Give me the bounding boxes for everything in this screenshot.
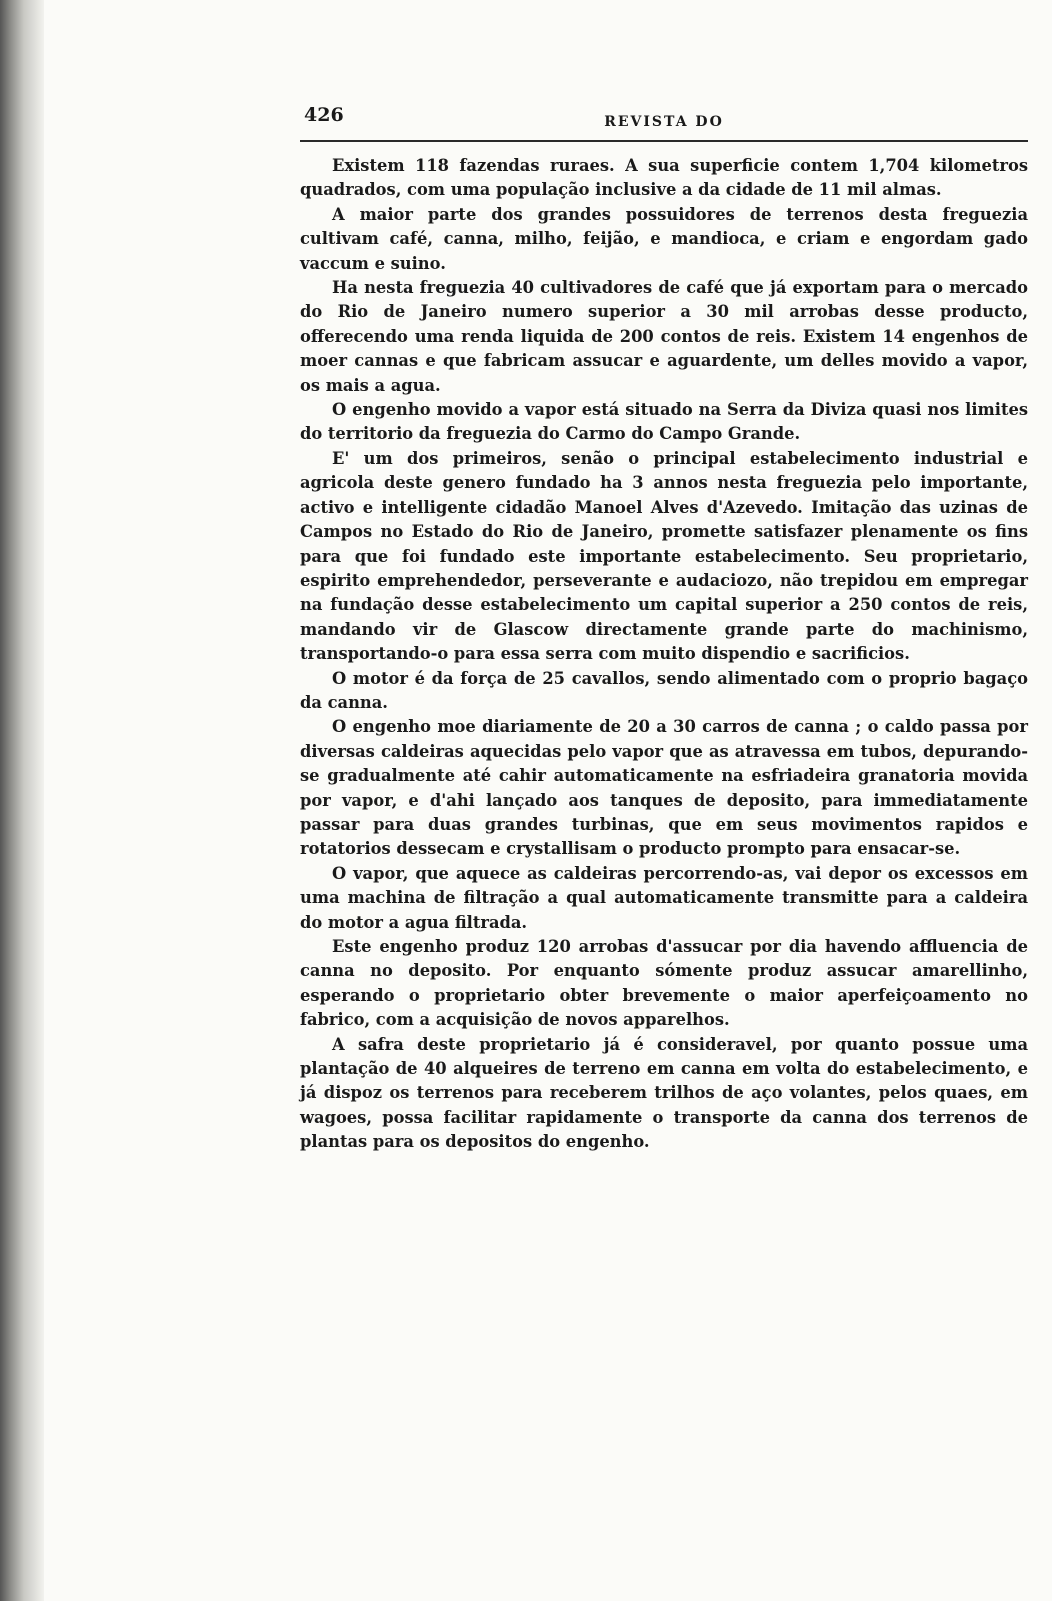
page-body <box>300 154 1028 1155</box>
page-header <box>300 100 1028 142</box>
scan-binding-shadow <box>0 0 44 1601</box>
paragraph: E' um dos primeiros, senão o principal estabelecimento industrial e agricola deste genero fundado ha 3 annos nesta freguezia pelo importante, activo e intelligente cidadão Manoel Alves d'Azevedo. Imitação das uzinas de Campos no Estado do Rio de Janeiro, promette satisfazer plenamente os fins para que foi fundado este importante estabelecimento. Seu proprietario, espirito emprehendedor, perseverante e audaciozo, não trepidou em empregar na fundação desse estabelecimento um capital superior a 250 contos de reis, mandando vir de Glascow directamente grande parte do machinismo, transportando-o para essa serra com muito dispendio e sacrificios. <box>300 448 1028 664</box>
paragraph: O vapor, que aquece as caldeiras percorrendo-as, vai depor os excessos em uma machina de filtração a qual automaticamente transmitte para a caldeira do motor a agua filtrada. <box>300 863 1028 932</box>
paragraph: O engenho movido a vapor está situado na Serra da Diviza quasi nos limites do territorio da freguezia do Carmo do Campo Grande. <box>300 400 1028 444</box>
book-page <box>300 100 1028 1155</box>
paragraph: Existem 118 fazendas ruraes. A sua superficie contem 1,704 kilometros quadrados, com uma população inclusive a da cidade de 11 mil almas. <box>300 156 1028 200</box>
paragraph: O engenho moe diariamente de 20 a 30 carros de canna ; o caldo passa por diversas caldeiras aquecidas pelo vapor que as atravessa em tubos, depurando-se gradualmente até cahir automaticamente na esfriadeira granatoria movida por vapor, e d'ahi lançado aos tanques de deposito, para immediatamente passar para duas grandes turbinas, que em seus movimentos rapidos e rotatorios dessecam e crystallisam o producto prompto para ensacar-se. <box>300 717 1028 859</box>
page-number: 426 <box>304 104 344 126</box>
paragraph: O motor é da força de 25 cavallos, sendo alimentado com o proprio bagaço da canna. <box>300 668 1028 712</box>
paragraph: A maior parte dos grandes possuidores de terrenos desta freguezia cultivam café, canna, milho, feijão, e mandioca, e criam e engordam gado vaccum e suino. <box>300 204 1028 273</box>
paragraph: A safra deste proprietario já é consideravel, por quanto possue uma plantação de 40 alqueires de terreno em canna em volta do estabelecimento, e já dispoz os terrenos para receberem trilhos de aço volantes, pelos quaes, em wagoes, possa facilitar rapidamente o transporte da canna dos terrenos de plantas para os depositos do engenho. <box>300 1034 1028 1152</box>
paragraph: Este engenho produz 120 arrobas d'assucar por dia havendo affluencia de canna no deposito. Por enquanto sómente produz assucar amarellinho, esperando o proprietario obter brevemente o maior aperfeiçoamento no fabrico, com a acquisição de novos apparelhos. <box>300 937 1028 1030</box>
running-head: REVISTA DO <box>604 114 724 130</box>
paragraph: Ha nesta freguezia 40 cultivadores de café que já exportam para o mercado do Rio de Janeiro numero superior a 30 mil arrobas desse producto, offerecendo uma renda liquida de 200 contos de reis. Existem 14 engenhos de moer cannas e que fabricam assucar e aguardente, um delles movido a vapor, os mais a agua. <box>300 278 1028 395</box>
